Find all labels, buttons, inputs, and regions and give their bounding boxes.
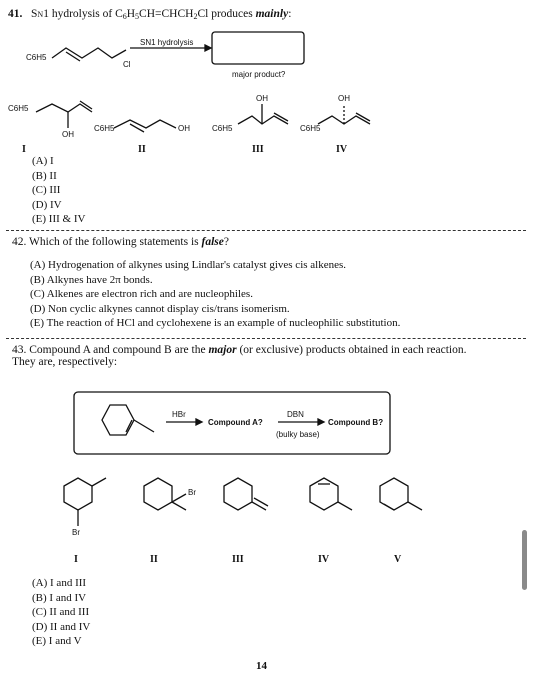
q42-option-e[interactable]: (E) The reaction of HCl and cyclohexene is an example of nucleophilic substitution. xyxy=(30,317,401,329)
q41-option-e[interactable]: (E) III & IV xyxy=(32,213,86,225)
q43-roman-ii: II xyxy=(150,554,158,565)
q41-option-d[interactable]: (D) IV xyxy=(32,198,62,211)
scrollbar[interactable] xyxy=(522,530,527,590)
product-v xyxy=(380,478,408,510)
label-ii-c6h5: C6H5 xyxy=(94,124,115,133)
q43-option-c[interactable]: (C) II and III xyxy=(32,606,90,618)
divider-2 xyxy=(6,338,526,339)
label-i-c6h5: C6H5 xyxy=(8,104,29,113)
compound-b-label: Compound B? xyxy=(328,418,384,427)
q43-option-d[interactable]: (D) II and IV xyxy=(32,620,91,633)
roman-iv: IV xyxy=(336,144,348,155)
label-ii-oh: OH xyxy=(178,124,190,133)
q43-roman-i: I xyxy=(74,554,78,565)
reagent-dbn-note: (bulky base) xyxy=(276,430,320,439)
q41-stem: 41. SN1 hydrolysis of C6H5CH=CHCH2Cl produces mainly: xyxy=(8,8,292,21)
q42-options xyxy=(30,258,400,331)
label-br-ii: Br xyxy=(188,488,196,497)
q42-option-a[interactable]: (A) Hydrogenation of alkynes using Lindlar's catalyst gives cis alkenes. xyxy=(30,259,347,271)
methylcyclohexene xyxy=(102,405,134,435)
q43-stem: 43. Compound A and compound B are the major (or exclusive) products obtained in each reaction. They are, respectively: xyxy=(12,344,467,368)
q41-option-c[interactable]: (C) III xyxy=(32,184,61,196)
major-product-label: major product? xyxy=(232,70,286,79)
label-iii-c6h5: C6H5 xyxy=(212,124,233,133)
answer-box xyxy=(212,32,304,64)
label-c6h5-sm: C6H5 xyxy=(26,53,47,62)
q41-option-b[interactable]: (B) II xyxy=(32,169,57,182)
q41-options xyxy=(32,154,85,227)
compound-a-label: Compound A? xyxy=(208,418,263,427)
roman-i: I xyxy=(22,144,26,155)
q42-option-c[interactable]: (C) Alkenes are electron rich and are nucleophiles. xyxy=(30,288,253,300)
label-iv-c6h5: C6H5 xyxy=(300,124,321,133)
q41-number: 41. xyxy=(8,8,23,20)
page-number: 14 xyxy=(256,660,267,672)
roman-iii: III xyxy=(252,144,264,155)
reagent-hbr: HBr xyxy=(172,410,186,419)
q43-roman-iv: IV xyxy=(318,554,330,565)
q43-roman-v: V xyxy=(394,554,402,565)
product-ii xyxy=(144,478,172,510)
divider-1 xyxy=(6,230,526,231)
q43-roman-iii: III xyxy=(232,554,244,565)
starting-material-chain xyxy=(52,48,126,58)
roman-ii: II xyxy=(138,144,146,155)
q42-option-d[interactable]: (D) Non cyclic alkynes cannot display cis/trans isomerism. xyxy=(30,302,290,315)
label-i-oh: OH xyxy=(62,130,74,139)
q41-option-a[interactable]: (A) I xyxy=(32,155,54,167)
structure-ii xyxy=(114,120,176,128)
product-iv xyxy=(310,478,338,510)
label-cl: Cl xyxy=(123,60,131,69)
q43-option-a[interactable]: (A) I and III xyxy=(32,577,87,589)
structure-i xyxy=(36,104,92,112)
label-br-i: Br xyxy=(72,528,80,537)
reagent-label-q41: SN1 hydrolysis xyxy=(140,38,194,47)
label-iv-oh: OH xyxy=(338,94,350,103)
q42-stem: 42. Which of the following statements is false? xyxy=(12,236,229,248)
reagent-dbn: DBN xyxy=(287,410,304,419)
product-iii xyxy=(224,478,252,510)
q43-option-e[interactable]: (E) I and V xyxy=(32,635,82,647)
q43-option-b[interactable]: (B) I and IV xyxy=(32,591,87,604)
product-i xyxy=(64,478,92,510)
q43-options xyxy=(32,576,90,649)
q42-option-b[interactable]: (B) Alkynes have 2π bonds. xyxy=(30,273,153,286)
label-iii-oh: OH xyxy=(256,94,268,103)
